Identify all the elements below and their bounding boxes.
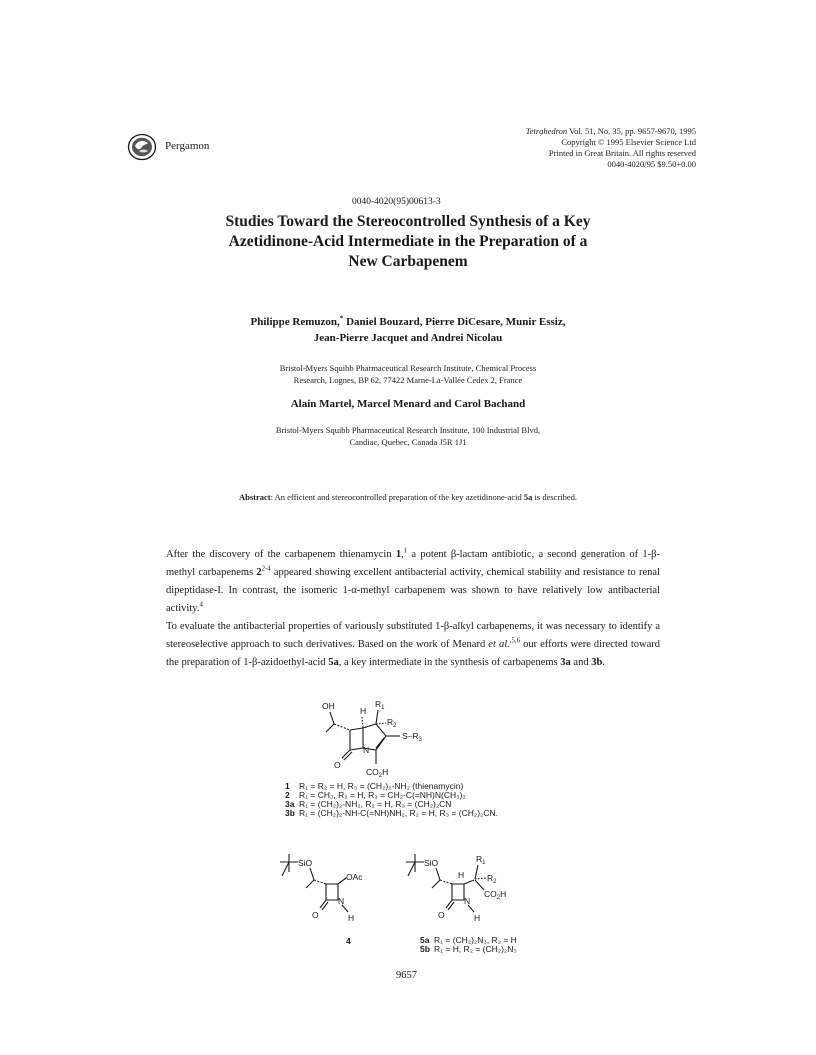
compound-5-structure <box>402 850 532 926</box>
affiliation-2-line-1: Bristol-Myers Squibb Pharmaceutical Research Institute, 100 Industrial Blvd, <box>275 425 541 435</box>
bond <box>326 724 334 732</box>
compound-def: R₁ = (CH₂)₂N₃, R₂ = H <box>434 935 517 945</box>
author-lead: Philippe Remuzon, <box>250 316 340 328</box>
compound-def: R₁ = (CH₂)₂-NH₂, R₂ = H, R₃ = (CH₂)₂CN <box>299 799 452 809</box>
r2-label: $R_2$ <box>487 873 497 885</box>
citation: 2-4 <box>261 565 271 573</box>
bond <box>436 868 440 880</box>
carbonyl-bond <box>344 752 352 760</box>
p1-text: appeared showing excellent antibacterial activity, chemical stability and resistance to renal dipeptidase-I. In contrast, the isomeric 1-α-methyl carbapenem was shown to have relatively low antibacterial activity. <box>166 567 660 614</box>
compound-4-label: 4 <box>346 936 351 946</box>
compound-ref: 2 <box>256 567 262 578</box>
affiliation-2-line-2: Candiac, Quebec, Canada J5R 1J1 <box>349 437 467 447</box>
abstract <box>100 492 716 502</box>
p2-text: . <box>602 657 605 668</box>
p1-text: After the discovery of the carbapenem thienamycin <box>166 549 396 560</box>
paper-title <box>100 212 716 272</box>
bond <box>440 880 452 884</box>
compound-label: 5b <box>420 944 430 954</box>
p2-text: and <box>570 657 592 668</box>
abstract-text-end: is described. <box>532 492 578 502</box>
compound-ref: 3b <box>591 657 603 668</box>
carbonyl-bond <box>322 902 328 910</box>
affiliation-1-line-2: Research, Lognes, BP 62, 77422 Marne-La-Vallée Cedex 2, France <box>293 375 523 385</box>
compound-label: 3b <box>285 808 295 818</box>
compound-4-structure <box>276 852 386 924</box>
paragraph-2 <box>166 618 660 672</box>
nh-label: H <box>474 913 481 923</box>
author-group-1 <box>100 314 716 346</box>
title-line-1: Studies Toward the Stereocontrolled Synthesis of a Key <box>225 213 591 230</box>
compound-5-list <box>420 936 517 954</box>
bond <box>475 880 484 890</box>
et-al: et al. <box>488 639 510 650</box>
author-group-2: Alain Martel, Marcel Menard and Carol Bachand <box>290 398 526 410</box>
corresponding-star: * <box>339 314 344 323</box>
tbu-bond <box>282 862 289 876</box>
citation: 4 <box>199 601 203 609</box>
r1-label: $R_1$ <box>375 699 385 711</box>
bond <box>362 717 363 728</box>
nh-label: H <box>348 913 355 923</box>
page-number: 9657 <box>396 970 417 981</box>
co2h-label: $CO_2H$ <box>484 889 507 901</box>
abstract-text: : An efficient and stereocontrolled preparation of the key azetidinone-acid <box>270 492 524 502</box>
compound-def: R₁ = CH₃, R₂ = H, R₃ = CH₂-C(=NH)N(CH₃)₂ <box>299 790 466 800</box>
p2-text: To evaluate the antibacterial properties of variously substituted 1-β-alkyl carbapenems, it was necessary to identify a stereoselective approach to such derivatives. Based on the work of Menard <box>166 621 660 650</box>
r1-label: $R_1$ <box>476 854 486 866</box>
compound-ref: 1 <box>395 549 402 560</box>
compound-def: R₁ = R₂ = H, R₃ = (CH₂)₂-NH₂ (thienamycin) <box>299 781 464 791</box>
p1-comma: , <box>401 549 404 560</box>
compound-label: 1 <box>285 781 290 791</box>
abstract-label: Abstract <box>238 492 271 502</box>
n-label: N <box>363 745 370 755</box>
p2-text: , a key intermediate in the synthesis of carbapenems <box>338 657 561 668</box>
azetidinone-ring <box>452 884 464 900</box>
body-text <box>166 546 660 672</box>
bond <box>330 712 334 724</box>
bond <box>475 878 486 879</box>
carbonyl-bond <box>448 902 454 910</box>
bond <box>432 880 440 888</box>
bond <box>338 878 346 884</box>
o-label: O <box>334 760 341 770</box>
compound-ref: 5a <box>328 657 339 668</box>
pergamon-logo <box>127 133 157 161</box>
authors-line-2: Jean-Pierre Jacquet and Andrei Nicolau <box>313 332 503 344</box>
tbu-bond <box>408 862 415 876</box>
p2-text: our efforts were directed toward the preparation of 1-β-azidoethyl-acid <box>166 639 660 668</box>
citation: ,5,6 <box>509 637 520 645</box>
o-label: O <box>438 910 445 920</box>
authors-rest: Daniel Bouzard, Pierre DiCesare, Munir Essiz, <box>343 316 566 328</box>
journal-volume: Vol. 51, No. 35, pp. 9657-9670, 1995 <box>567 126 696 136</box>
compound-ref: 3a <box>560 657 571 668</box>
n-label: N <box>464 896 471 906</box>
bond <box>334 724 350 730</box>
printed-line: Printed in Great Britain. All rights reserved <box>548 148 696 158</box>
affiliation-1-line-1: Bristol-Myers Squibb Pharmaceutical Research Institute, Chemical Process <box>279 363 537 373</box>
o-label: O <box>312 910 319 920</box>
title-line-2: Azetidinone-Acid Intermediate in the Preparation of a <box>228 233 588 250</box>
bond <box>475 865 478 879</box>
co2h-label: $CO_2H$ <box>366 767 389 778</box>
bond <box>464 880 474 884</box>
sio-label: SiO <box>424 858 439 868</box>
carbonyl-bond <box>446 900 452 908</box>
bond <box>468 905 474 912</box>
n-label: N <box>338 896 345 906</box>
compound-def: R₁ = (CH₂)₂-NH-C(=NH)NH₂, R₂ = H, R₃ = (CH₂)₂CN. <box>299 808 498 818</box>
compound-label: 3a <box>285 799 295 809</box>
title-line-3: New Carbapenem <box>348 253 468 270</box>
compound-def: R₁ = H, R₂ = (CH₂)₂N₃ <box>434 944 517 954</box>
abstract-compound: 5a <box>523 492 533 502</box>
bond <box>376 710 378 724</box>
beta-lactam-ring <box>350 728 363 750</box>
carbonyl-bond <box>342 750 350 758</box>
h-label: H <box>458 870 465 880</box>
affiliation-1 <box>100 362 716 386</box>
carbonyl-bond <box>320 900 326 908</box>
azetidinone-ring <box>326 884 338 900</box>
oh-label: OH <box>322 701 335 711</box>
issn-line: 0040-4020/95 $9.50+0.00 <box>607 159 696 169</box>
journal-citation <box>526 126 696 137</box>
compound-row-3b <box>285 809 498 818</box>
bond <box>314 880 326 884</box>
doi: 0040-4020(95)00613-3 <box>352 197 441 207</box>
paragraph-1 <box>166 546 660 618</box>
double-bond <box>376 738 384 748</box>
citation: 1 <box>403 547 408 555</box>
publisher-name: Pergamon <box>165 140 210 152</box>
bond <box>376 723 386 724</box>
oac-label: OAc <box>346 872 363 882</box>
r2-label: $R_2$ <box>387 717 397 729</box>
bond <box>310 868 314 880</box>
bond <box>306 880 314 888</box>
compound-label: 5a <box>420 935 430 945</box>
journal-name: Tetrahedron <box>525 126 568 136</box>
journal-info <box>526 126 696 170</box>
bond <box>342 905 348 912</box>
authors-line-1 <box>100 314 716 330</box>
compound-list <box>285 782 498 818</box>
copyright-line: Copyright © 1995 Elsevier Science Ltd <box>561 137 696 147</box>
h-label: H <box>360 706 367 716</box>
p1-text: a potent β-lactam antibiotic, a second generation of 1-β-methyl carbapenems <box>166 549 660 578</box>
s-r3-label: $S-R_3$ <box>402 731 422 743</box>
compound-row-5b <box>420 945 517 954</box>
compound-label: 2 <box>285 790 290 800</box>
sio-label: SiO <box>298 858 313 868</box>
affiliation-2 <box>100 424 716 448</box>
carbapenem-core-structure <box>320 696 450 778</box>
